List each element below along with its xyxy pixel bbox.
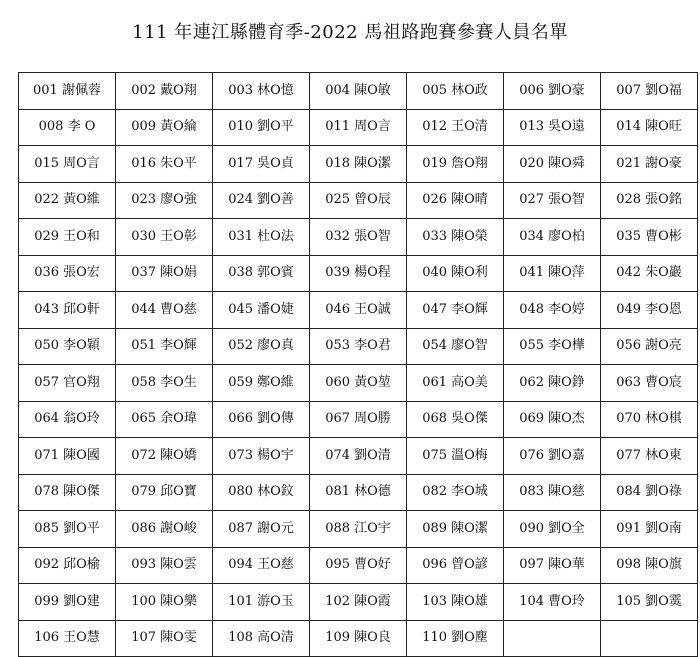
participant-cell: 058 李O生 — [116, 365, 213, 402]
participant-cell: 047 李O輝 — [407, 292, 504, 329]
table-row — [19, 146, 698, 183]
participant-cell: 062 陳O錚 — [504, 365, 601, 402]
participant-cell: 094 王O慈 — [213, 547, 310, 584]
participant-cell: 108 高O清 — [213, 620, 310, 657]
participant-cell: 050 李O穎 — [19, 328, 116, 365]
participant-cell: 090 劉O全 — [504, 511, 601, 548]
participant-cell: 006 劉O豪 — [504, 73, 601, 110]
participant-cell: 091 劉O南 — [601, 511, 698, 548]
participant-cell: 045 潘O婕 — [213, 292, 310, 329]
participant-cell: 077 林O東 — [601, 438, 698, 475]
participant-cell: 044 曹O慈 — [116, 292, 213, 329]
participant-cell: 004 陳O敏 — [310, 73, 407, 110]
participant-cell: 066 劉O傳 — [213, 401, 310, 438]
participant-cell: 048 李O婷 — [504, 292, 601, 329]
table-row — [19, 620, 698, 657]
participant-cell: 035 曹O彬 — [601, 219, 698, 256]
table-row — [19, 474, 698, 511]
participant-cell: 102 陳O霞 — [310, 584, 407, 621]
participant-cell: 011 周O言 — [310, 109, 407, 146]
participant-cell: 038 郭O賓 — [213, 255, 310, 292]
participant-cell: 020 陳O舜 — [504, 146, 601, 183]
participant-cell: 063 曹O宸 — [601, 365, 698, 402]
participant-cell: 017 吳O貞 — [213, 146, 310, 183]
participant-cell: 085 劉O平 — [19, 511, 116, 548]
participant-cell: 082 李O城 — [407, 474, 504, 511]
participant-cell: 067 周O勝 — [310, 401, 407, 438]
table-row — [19, 182, 698, 219]
participant-cell: 040 陳O利 — [407, 255, 504, 292]
participant-cell: 037 陳O娟 — [116, 255, 213, 292]
table-row — [19, 438, 698, 475]
participant-cell: 061 高O美 — [407, 365, 504, 402]
participant-cell: 041 陳O萍 — [504, 255, 601, 292]
participant-cell: 068 吳O傑 — [407, 401, 504, 438]
table-row — [19, 255, 698, 292]
participant-cell: 072 陳O嬌 — [116, 438, 213, 475]
participant-cell: 060 黃O堃 — [310, 365, 407, 402]
participant-cell: 024 劉O善 — [213, 182, 310, 219]
participant-cell: 105 劉O霙 — [601, 584, 698, 621]
participant-cell: 069 陳O杰 — [504, 401, 601, 438]
participant-cell: 075 溫O梅 — [407, 438, 504, 475]
participant-cell: 106 王O慧 — [19, 620, 116, 657]
participant-cell: 101 游O玉 — [213, 584, 310, 621]
participant-cell: 089 陳O潔 — [407, 511, 504, 548]
participant-cell: 026 陳O晴 — [407, 182, 504, 219]
participant-cell: 039 楊O程 — [310, 255, 407, 292]
participant-cell: 055 李O樺 — [504, 328, 601, 365]
participant-cell: 074 劉O清 — [310, 438, 407, 475]
participant-cell: 027 張O智 — [504, 182, 601, 219]
participant-cell: 097 陳O華 — [504, 547, 601, 584]
participant-cell: 059 鄭O維 — [213, 365, 310, 402]
participant-cell: 099 劉O建 — [19, 584, 116, 621]
table-row — [19, 365, 698, 402]
page-title: 111 年連江縣體育季-2022 馬祖路跑賽參賽人員名單 — [132, 22, 568, 43]
table-row — [19, 328, 698, 365]
participant-cell: 053 李O君 — [310, 328, 407, 365]
participant-cell: 088 江O宇 — [310, 511, 407, 548]
participant-cell: 009 黃O綸 — [116, 109, 213, 146]
participant-cell: 010 劉O平 — [213, 109, 310, 146]
table-row — [19, 219, 698, 256]
participant-table — [18, 72, 698, 657]
participant-cell: 057 官O翔 — [19, 365, 116, 402]
participant-cell: 093 陳O雲 — [116, 547, 213, 584]
table-row — [19, 511, 698, 548]
participant-cell: 019 詹O翔 — [407, 146, 504, 183]
participant-cell: 005 林O政 — [407, 73, 504, 110]
participant-cell: 064 翁O玲 — [19, 401, 116, 438]
participant-cell: 028 張O銘 — [601, 182, 698, 219]
participant-cell: 103 陳O雄 — [407, 584, 504, 621]
participant-cell: 052 廖O真 — [213, 328, 310, 365]
participant-cell: 023 廖O強 — [116, 182, 213, 219]
participant-cell: 008 李 O — [19, 109, 116, 146]
participant-cell: 022 黃O維 — [19, 182, 116, 219]
participant-cell: 086 謝O峻 — [116, 511, 213, 548]
participant-table-body — [19, 73, 698, 657]
participant-cell: 079 邱O寶 — [116, 474, 213, 511]
participant-cell: 110 劉O塵 — [407, 620, 504, 657]
participant-cell: 012 王O清 — [407, 109, 504, 146]
participant-cell: 081 林O德 — [310, 474, 407, 511]
table-row — [19, 547, 698, 584]
participant-cell: 054 廖O智 — [407, 328, 504, 365]
participant-cell: 078 陳O傑 — [19, 474, 116, 511]
participant-cell: 025 曾O辰 — [310, 182, 407, 219]
participant-cell: 021 謝O豪 — [601, 146, 698, 183]
participant-cell: 013 吳O遠 — [504, 109, 601, 146]
participant-cell: 071 陳O國 — [19, 438, 116, 475]
participant-cell: 016 朱O平 — [116, 146, 213, 183]
participant-cell: 080 林O鈫 — [213, 474, 310, 511]
participant-cell: 001 謝佩蓉 — [19, 73, 116, 110]
participant-cell: 076 劉O嘉 — [504, 438, 601, 475]
participant-cell: 031 杜O法 — [213, 219, 310, 256]
participant-cell: 018 陳O潔 — [310, 146, 407, 183]
participant-cell: 109 陳O良 — [310, 620, 407, 657]
participant-cell: 073 楊O宇 — [213, 438, 310, 475]
table-row — [19, 109, 698, 146]
participant-cell: 034 廖O柏 — [504, 219, 601, 256]
empty-cell — [601, 620, 698, 657]
participant-cell: 095 曹O好 — [310, 547, 407, 584]
participant-cell: 065 余O瑋 — [116, 401, 213, 438]
participant-cell: 100 陳O樂 — [116, 584, 213, 621]
participant-cell: 043 邱O軒 — [19, 292, 116, 329]
participant-cell: 084 劉O祿 — [601, 474, 698, 511]
participant-cell: 051 李O輝 — [116, 328, 213, 365]
participant-cell: 046 王O誠 — [310, 292, 407, 329]
participant-cell: 015 周O言 — [19, 146, 116, 183]
table-row — [19, 73, 698, 110]
participant-cell: 092 邱O榆 — [19, 547, 116, 584]
participant-cell: 070 林O棋 — [601, 401, 698, 438]
participant-cell: 049 李O恩 — [601, 292, 698, 329]
participant-cell: 107 陳O雯 — [116, 620, 213, 657]
participant-cell: 029 王O和 — [19, 219, 116, 256]
participant-cell: 030 王O彰 — [116, 219, 213, 256]
empty-cell — [504, 620, 601, 657]
participant-cell: 002 戴O翔 — [116, 73, 213, 110]
participant-cell: 087 謝O元 — [213, 511, 310, 548]
participant-cell: 104 曹O玲 — [504, 584, 601, 621]
participant-cell: 032 張O智 — [310, 219, 407, 256]
participant-cell: 014 陳O旺 — [601, 109, 698, 146]
table-row — [19, 292, 698, 329]
participant-cell: 083 陳O慈 — [504, 474, 601, 511]
table-row — [19, 584, 698, 621]
participant-cell: 003 林O憶 — [213, 73, 310, 110]
participant-cell: 036 張O宏 — [19, 255, 116, 292]
participant-cell: 098 陳O旗 — [601, 547, 698, 584]
table-row — [19, 401, 698, 438]
participant-cell: 096 曾O諺 — [407, 547, 504, 584]
participant-cell: 056 謝O亮 — [601, 328, 698, 365]
participant-cell: 033 陳O榮 — [407, 219, 504, 256]
participant-cell: 007 劉O福 — [601, 73, 698, 110]
participant-cell: 042 朱O巖 — [601, 255, 698, 292]
